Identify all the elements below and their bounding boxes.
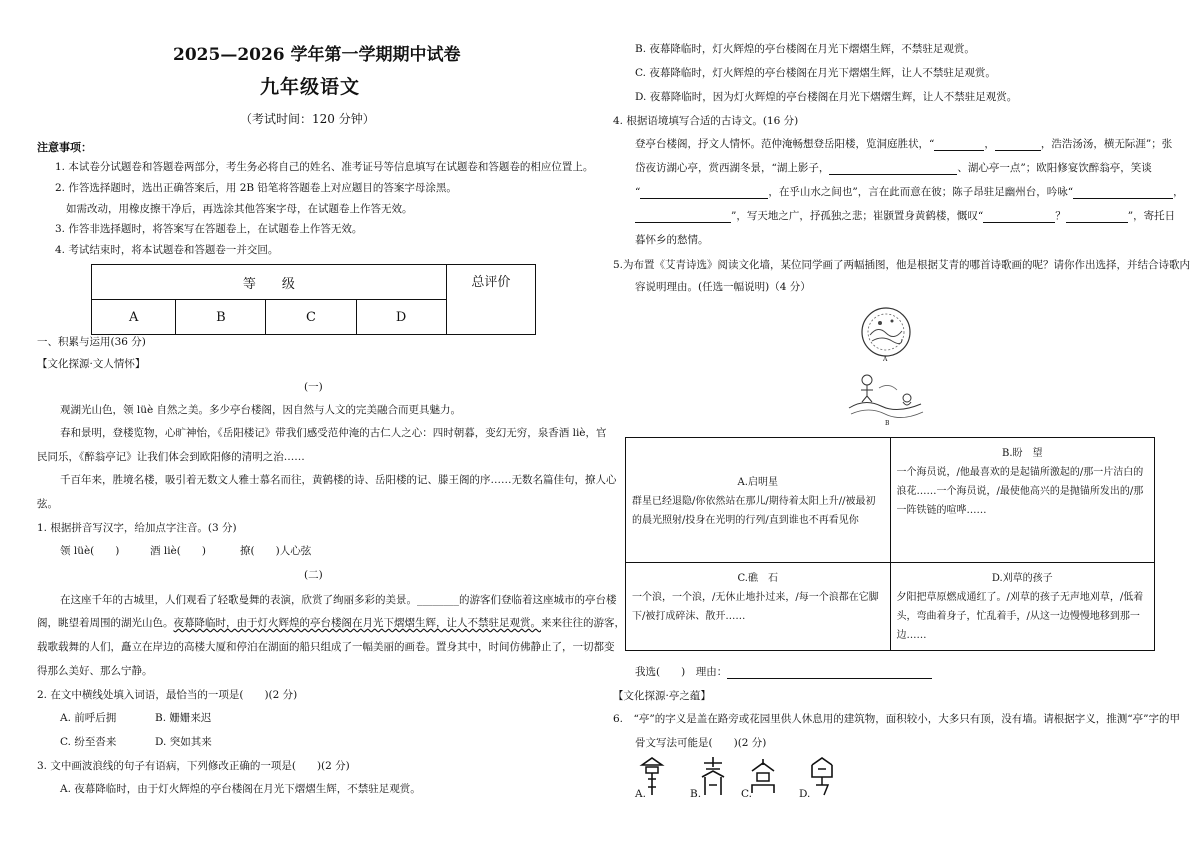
paragraph-line: 弦。 [37,498,58,510]
q2-option: D. 突如其来 [155,736,212,748]
q2-option: A. 前呼后拥 [60,712,117,724]
poem-table [625,437,1155,651]
blank [934,150,984,151]
q1-item: 酒 liè( ) [150,545,206,557]
oracle-glyph-d [808,755,836,799]
illustration-label-a: A [883,356,888,363]
blank [635,222,731,223]
blank [995,150,1041,151]
question-6: 6. “亭”的字义是盖在路旁或花园里供人休息用的建筑物，面积较小，大多只有顶，没有墙。请根据字义，推测“亭”字的甲 [613,713,1180,725]
q3-option: A. 夜幕降临时，由于灯火辉煌的亭台楼阁在月光下熠熠生辉，不禁驻足观赏。 [60,783,421,795]
notice-heading: 注意事项： [37,141,92,154]
paragraph-line [37,616,625,630]
paragraph-text: 阁，眺望着周围的湖光山色。 [37,617,174,629]
grade-table [91,264,536,335]
blank [1066,222,1128,223]
q2-option: C. 纷至沓来 [60,736,117,748]
section-tag: 【文化探源·亭之蕴】 [613,690,711,702]
q6-option-label: D. [799,788,811,800]
poem-text: 夕阳把草原燃成通红了。/刈草的孩子无声地刈草，/低着头，弯曲着身子，忙乱着手，/从这一边慢慢地移到那一边…… [896,592,1144,641]
q3-option: D. 夜幕降临时，因为灯火辉煌的亭台楼阁在月光下熠熠生辉，让人不禁驻足观赏。 [635,91,1018,103]
illustration-b-child [845,368,925,420]
oracle-glyph-b [698,755,728,799]
answer-line: 我选( ) 理由： [635,665,932,679]
grade-cell: B [176,300,266,335]
grade-level-header: 等 级 [92,265,447,300]
paragraph-line: 千百年来，胜境名楼，吸引着无数文人雅士慕名而往，黄鹤楼的诗、岳阳楼的记、滕王阁的序……无数名篇佳句，撩人心 [60,474,617,486]
q1-item: 撩( )人心弦 [240,545,312,557]
q2-option: B. 姗姗来迟 [155,712,212,724]
blank [983,222,1055,223]
notice-item: 4. 考试结束时，将本试题卷和答题卷一并交回。 [55,244,279,256]
question-2: 2. 在文中横线处填入词语，最恰当的一项是( )(2 分) [37,689,298,701]
poem-title: D.刈草的孩子 [991,573,1053,584]
section-tag: 【文化探源·文人情怀】 [37,358,146,370]
grade-cell: A [92,300,176,335]
part-heading: (二) [304,569,323,581]
question-1: 1. 根据拼音写汉字，给加点字注音。(3 分) [37,522,237,534]
right-column [600,0,1200,848]
question-4: 4. 根据语境填写合适的古诗文。(16 分) [613,115,799,127]
question-5-cont: 容说明理由。(任选一幅说明)（4 分） [635,281,811,293]
question-6-cont: 骨文写法可能是( )(2 分) [635,737,767,749]
grade-cell: C [266,300,356,335]
paragraph-line: 在这座千年的古城里，人们观看了轻歌曼舞的表演，欣赏了绚丽多彩的美景。________的游客们登临着这座城市的亭台楼 [60,594,617,606]
blank [1073,198,1173,199]
part-heading: (一) [304,381,323,393]
q6-option-label: C. [741,788,752,800]
notice-item: 1. 本试卷分试题卷和答题卷两部分，考生务必将自己的姓名、准考证号等信息填写在试题卷和答题卷的相应位置上。 [55,161,594,173]
question-5: 5.为布置《艾青诗选》阅读文化墙，某位同学画了两幅插图，他是根据艾青的哪首诗歌画的呢？请你作出选择，并结合诗歌内 [613,259,1191,271]
notice-item: 3. 作答非选择题时，将答案写在答题卷上，在试题卷上作答无效。 [55,223,363,235]
q4-line: “ ，在乎山水之间也”，言在此而意在彼；陈子昂驻足幽州台，吟咏“ ， [635,186,1184,198]
q4-line: 登亭台楼阁，抒文人情怀。范仲淹畅想登岳阳楼，览洞庭胜状，“ ， ，浩浩汤汤，横无际涯”；张 [635,138,1173,150]
wavy-sentence: 夜幕降临时，由于灯火辉煌的亭台楼阁在月光下熠熠生辉，让人不禁驻足观赏。 [173,617,541,629]
q6-option-label: B. [690,788,702,800]
question-3: 3. 文中画波浪线的句子有语病，下列修改正确的一项是( )(2 分) [37,760,350,772]
poem-cell-c [626,563,891,651]
notice-item: 2. 作答选择题时，选出正确答案后，用 2B 铅笔将答题卷上对应题目的答案字母涂黑。 [55,182,457,194]
blank [829,174,957,175]
notice-item: 如需改动，用橡皮擦干净后，再选涂其他答案字母，在试题卷上作答无效。 [66,203,413,215]
blank [727,678,932,679]
q1-item: 领 lüè( ) [60,545,120,557]
poem-cell-b [890,438,1155,563]
paragraph-line: 民同乐，《醉翁亭记》让我们体会到欧阳修的清明之治…… [37,451,305,463]
q4-line: ”，写天地之广，抒孤独之悲；崔颢置身黄鹤楼，慨叹“ ？ ”，寄托日 [635,209,1175,223]
section-heading: 一、积累与运用(36 分) [37,336,146,348]
grade-total-header: 总评价 [446,265,535,335]
poem-text: 群星已经退隐/你依然站在那儿/期待着太阳上升//被最初的晨光照射/投身在光明的行列/直到谁也不再看见你 [632,495,876,526]
blank [640,198,768,199]
q3-option: C. 夜幕降临时，灯火辉煌的亭台楼阁在月光下熠熠生辉，让人不禁驻足观赏。 [635,67,996,79]
paragraph-line: 载歌载舞的人们，矗立在岸边的高楼大厦和停泊在湖面的船只组成了一幅美丽的画卷。置身其中，时间仿佛静止了，一切都变 [37,641,615,653]
poem-text: 一个海员说，/他最喜欢的是起锚所激起的/那一片洁白的浪花……一个海员说，/最使他高兴的是抛锚所发出的/那一阵铁链的喧哗…… [896,467,1144,516]
poem-title: A.启明星 [737,476,778,488]
oracle-glyph-c [748,757,778,799]
poem-title: B.盼 望 [1001,448,1043,459]
paragraph-line: 春和景明，登楼览物，心旷神怡，《岳阳楼记》带我们感受范仲淹的古仁人之心：四时朝暮，变幻无穷，泉香酒 liè，官 [60,427,607,439]
q6-option-label: A. [635,788,646,800]
subject-title: 九年级语文 [260,76,361,98]
poem-title: C.礁 石 [737,573,778,584]
q4-line: 岱夜访湖心亭，赏西湖冬景，“湖上影子， 、湖心亭一点”；欧阳修宴饮醉翁亭，笑谈 [635,162,1152,174]
exam-time: （考试时间：120 分钟） [240,112,375,126]
poem-cell-a [626,438,891,563]
poem-cell-d [890,563,1155,651]
q3-option: B. 夜幕降临时，灯火辉煌的亭台楼阁在月光下熠熠生辉，不禁驻足观赏。 [635,43,975,55]
q4-line: 暮怀乡的愁情。 [635,234,709,246]
illustration-label-b: B [885,420,890,427]
paragraph-line: 观湖光山色，领 lüè 自然之美。多少亭台楼阁，因自然与人文的完美融合而更具魅力。 [60,404,462,416]
grade-cell: D [356,300,446,335]
oracle-glyph-a [638,755,666,799]
poem-text: 一个浪，一个浪，/无休止地扑过来，/每一个浪都在它脚下/被打成碎沫、散开…… [632,592,879,622]
paragraph-line: 得那么美好、那么宁静。 [37,665,153,677]
exam-title: 2025—2026 学年第一学期期中试卷 [173,45,461,65]
paragraph-text: 来来往往的游客， [541,617,625,629]
